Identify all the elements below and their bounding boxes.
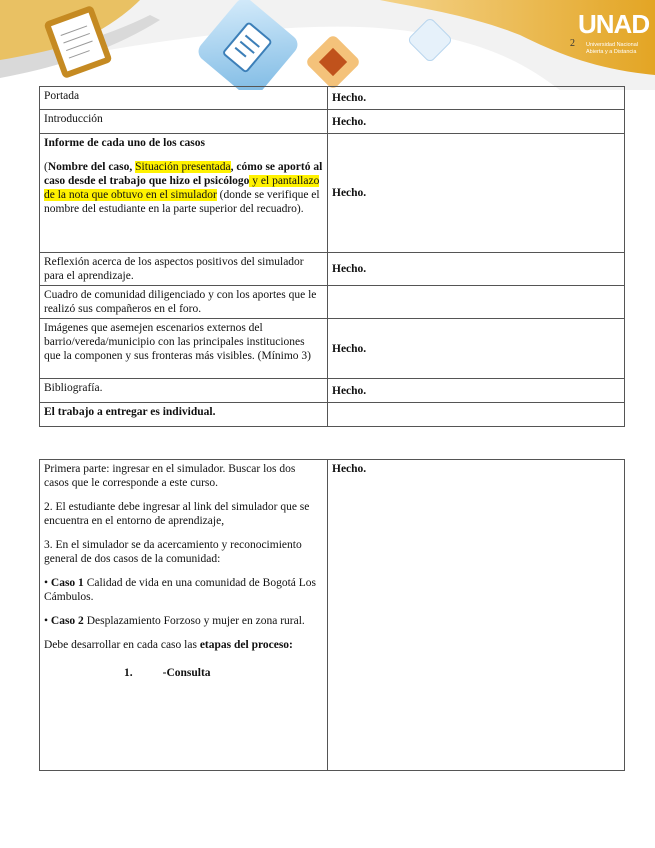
- item-cell: Introducción: [40, 110, 328, 134]
- stage-item: 1. -Consulta: [124, 667, 211, 679]
- step-paragraph: 3. En el simulador se da acercamiento y reconocimiento general de dos casos de la comunidad:: [44, 539, 302, 565]
- item-cell: [40, 134, 328, 253]
- status-cell: Hecho.: [328, 460, 625, 771]
- page-number: 2: [570, 38, 575, 49]
- item-cell: El trabajo a entregar es individual.: [40, 403, 328, 427]
- unad-logo: UNAD: [578, 9, 650, 39]
- status-cell: Hecho.: [328, 379, 625, 403]
- status-cell: [328, 286, 625, 319]
- table-row: [40, 319, 625, 379]
- item-cell: Cuadro de comunidad diligenciado y con los aportes que le realizó sus compañeros en el foro.: [40, 286, 328, 319]
- book-icon: [305, 34, 362, 90]
- table-row: [40, 110, 625, 134]
- steps-cell: [40, 460, 328, 771]
- status-cell: [328, 403, 625, 427]
- table-row: [40, 286, 625, 319]
- table-row: [40, 87, 625, 110]
- case-item: • Caso 1 Calidad de vida en una comunidad de Bogotá Los Cámbulos.: [44, 577, 316, 603]
- table-row: [40, 379, 625, 403]
- table-row: [40, 253, 625, 286]
- case-report-description: (Nombre del caso, Situación presentada, cómo se aportó al caso desde el trabajo que hizo el psicólogo y el pantallazo de la nota que obtuvo en el simulador (donde se verifique el nombre del estudiante en la parte superior del recuadro).: [44, 161, 323, 215]
- steps-table: [39, 459, 625, 771]
- status-cell: Hecho.: [328, 134, 625, 253]
- status-cell: Hecho.: [328, 253, 625, 286]
- status-cell: Hecho.: [328, 110, 625, 134]
- item-cell: Bibliografía.: [40, 379, 328, 403]
- status-cell: Hecho.: [328, 87, 625, 110]
- checklist-table: [39, 86, 625, 427]
- case-item: • Caso 2 Desplazamiento Forzoso y mujer en zona rural.: [44, 615, 305, 627]
- header-banner: [0, 0, 655, 90]
- stages-intro: Debe desarrollar en cada caso las etapas del proceso:: [44, 639, 293, 651]
- item-cell: Portada: [40, 87, 328, 110]
- unad-logo-subtitle: Universidad Nacional Abierta y a Distancia: [586, 42, 638, 55]
- step-paragraph: Primera parte: ingresar en el simulador. Buscar los dos casos que le corresponde a este curso.: [44, 463, 296, 489]
- table-row: [40, 403, 625, 427]
- status-cell: Hecho.: [328, 319, 625, 379]
- step-paragraph: 2. El estudiante debe ingresar al link del simulador que se encuentra en el entorno de aprendizaje,: [44, 501, 310, 527]
- item-cell: Reflexión acerca de los aspectos positivos del simulador para el aprendizaje.: [40, 253, 328, 286]
- section-heading: Informe de cada uno de los casos: [44, 137, 206, 149]
- item-cell: Imágenes que asemejen escenarios externos del barrio/vereda/municipio con las principales instituciones que la componen y sus fronteras más visibles. (Mínimo 3): [40, 319, 328, 379]
- table-row: [40, 460, 625, 771]
- table-row: [40, 134, 625, 253]
